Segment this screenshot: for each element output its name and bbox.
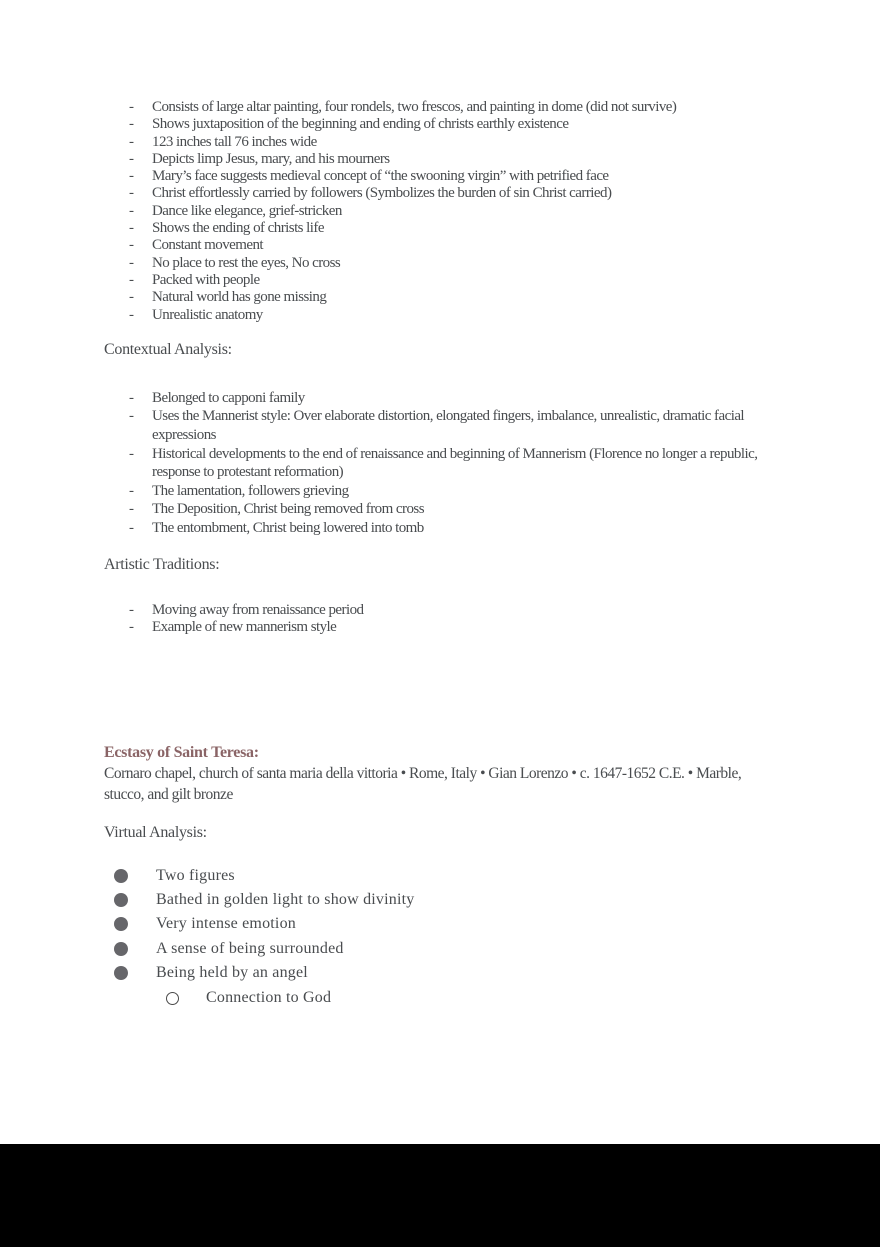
virtual-analysis-heading: Virtual Analysis:: [104, 823, 207, 841]
list-item: [104, 220, 780, 237]
dash-bullet-icon: -: [129, 482, 134, 499]
dash-bullet-icon: -: [129, 185, 134, 202]
list-item: [104, 389, 780, 408]
list-item-text: A sense of being surrounded: [156, 939, 344, 957]
disc-bullet-col: [104, 937, 156, 956]
circle-bullet-icon: [166, 992, 179, 1005]
list-item-text: Bathed in golden light to show divinity: [156, 891, 415, 909]
list-item: [104, 961, 780, 985]
list-item: [104, 864, 780, 888]
list-item-text: 123 inches tall 76 inches wide: [152, 133, 317, 150]
list-item-text: Uses the Mannerist style: Over elaborate distortion, elongated fingers, imbalance, unrealistic, dramatic facial expressions: [152, 408, 745, 444]
list-item-text: Consists of large altar painting, four rondels, two frescos, and painting in dome (did not survive): [152, 99, 677, 115]
disc-bullet-icon: [114, 966, 128, 980]
list-item-text: Moving away from renaissance period: [152, 601, 364, 618]
list-item-text: Example of new mannerism style: [152, 619, 337, 636]
list-item-text: The lamentation, followers grieving: [152, 482, 349, 499]
list-item-text: Historical developments to the end of renaissance and beginning of Mannerism (Florence no longer a republic, response to protestant reformation): [152, 445, 758, 481]
list-item: [104, 237, 780, 254]
visual-analysis-list: [104, 99, 780, 324]
virtual-analysis-list: [104, 864, 780, 1010]
list-item: [104, 888, 780, 912]
list-item: [104, 482, 780, 501]
list-item-text: Constant movement: [152, 237, 264, 254]
list-item: [104, 407, 780, 444]
list-item-text: Shows juxtaposition of the beginning and ending of christs earthly existence: [152, 116, 569, 133]
list-item: [104, 519, 780, 538]
contextual-analysis-heading: Contextual Analysis:: [104, 340, 232, 358]
dash-bullet-icon: -: [129, 220, 134, 237]
dash-bullet-icon: -: [129, 150, 134, 167]
dash-bullet-icon: -: [129, 601, 134, 618]
disc-bullet-icon: [114, 942, 128, 956]
dash-bullet-icon: -: [129, 306, 134, 323]
list-item: [104, 168, 780, 185]
list-item: [104, 445, 780, 482]
circle-bullet-col: [104, 986, 206, 1005]
list-item-text: Packed with people: [152, 271, 260, 288]
list-item: [104, 255, 780, 272]
list-item-text: The Deposition, Christ being removed from cross: [152, 501, 425, 518]
dash-bullet-icon: -: [129, 501, 134, 518]
list-item-text: Depicts limp Jesus, mary, and his mourners: [152, 150, 390, 167]
dash-bullet-icon: -: [129, 445, 134, 462]
dash-bullet-icon: -: [129, 168, 134, 185]
contextual-analysis-list: [104, 389, 780, 538]
list-item: [104, 307, 780, 324]
artistic-traditions-list: [104, 602, 780, 637]
list-item-text: Dance like elegance, grief-stricken: [152, 202, 342, 219]
list-item: [104, 116, 780, 133]
dash-bullet-icon: -: [129, 289, 134, 306]
list-item-text: Christ effortlessly carried by followers (Symbolizes the burden of sin Christ carried): [152, 185, 612, 202]
list-item-text: No place to rest the eyes, No cross: [152, 254, 341, 271]
list-item: [104, 99, 780, 116]
list-item-text: Shows the ending of christs life: [152, 220, 324, 237]
dash-bullet-icon: -: [129, 133, 134, 150]
artwork-details-paragraph: Cornaro chapel, church of santa maria della vittoria • Rome, Italy • Gian Lorenzo • c. 1647-1652 C.E. • Marble, stucco, and gilt bronze: [104, 764, 742, 804]
list-item: [104, 185, 780, 202]
list-item: [104, 151, 780, 168]
list-item: [104, 602, 780, 620]
sub-list-item-text: Connection to God: [206, 988, 332, 1006]
dash-bullet-icon: -: [129, 619, 134, 636]
disc-bullet-col: [104, 961, 156, 980]
list-item: [104, 937, 780, 961]
dash-bullet-icon: -: [129, 271, 134, 288]
list-item: [104, 500, 780, 519]
document-content: [104, 99, 780, 1010]
list-item: [104, 912, 780, 936]
list-item-text: The entombment, Christ being lowered into tomb: [152, 520, 424, 537]
list-item: [104, 289, 780, 306]
list-item-text: Very intense emotion: [156, 915, 296, 933]
dash-bullet-icon: -: [129, 254, 134, 271]
dash-bullet-icon: -: [129, 99, 134, 115]
dash-bullet-icon: -: [129, 237, 134, 254]
list-item-text: Being held by an angel: [156, 964, 308, 982]
list-item-text: Two figures: [156, 866, 235, 884]
disc-bullet-icon: [114, 917, 128, 931]
disc-bullet-col: [104, 888, 156, 907]
list-item-text: Belonged to capponi family: [152, 389, 305, 406]
sub-list-item: [104, 986, 780, 1010]
disc-bullet-icon: [114, 893, 128, 907]
page-end-bar: [0, 1144, 880, 1247]
list-item: [104, 619, 780, 637]
dash-bullet-icon: -: [129, 202, 134, 219]
dash-bullet-icon: -: [129, 520, 134, 537]
dash-bullet-icon: -: [129, 116, 134, 133]
list-item-text: Unrealistic anatomy: [152, 306, 263, 323]
disc-bullet-col: [104, 864, 156, 883]
artistic-traditions-heading: Artistic Traditions:: [104, 555, 220, 573]
disc-bullet-icon: [114, 869, 128, 883]
list-item: [104, 272, 780, 289]
dash-bullet-icon: -: [129, 389, 134, 406]
disc-bullet-col: [104, 912, 156, 931]
list-item-text: Natural world has gone missing: [152, 289, 327, 306]
ecstasy-of-saint-teresa-heading: Ecstasy of Saint Teresa:: [104, 743, 259, 761]
list-item: [104, 203, 780, 220]
list-item: [104, 134, 780, 151]
list-item-text: Mary’s face suggests medieval concept of “the swooning virgin” with petrified face: [152, 168, 609, 185]
dash-bullet-icon: -: [129, 408, 134, 425]
